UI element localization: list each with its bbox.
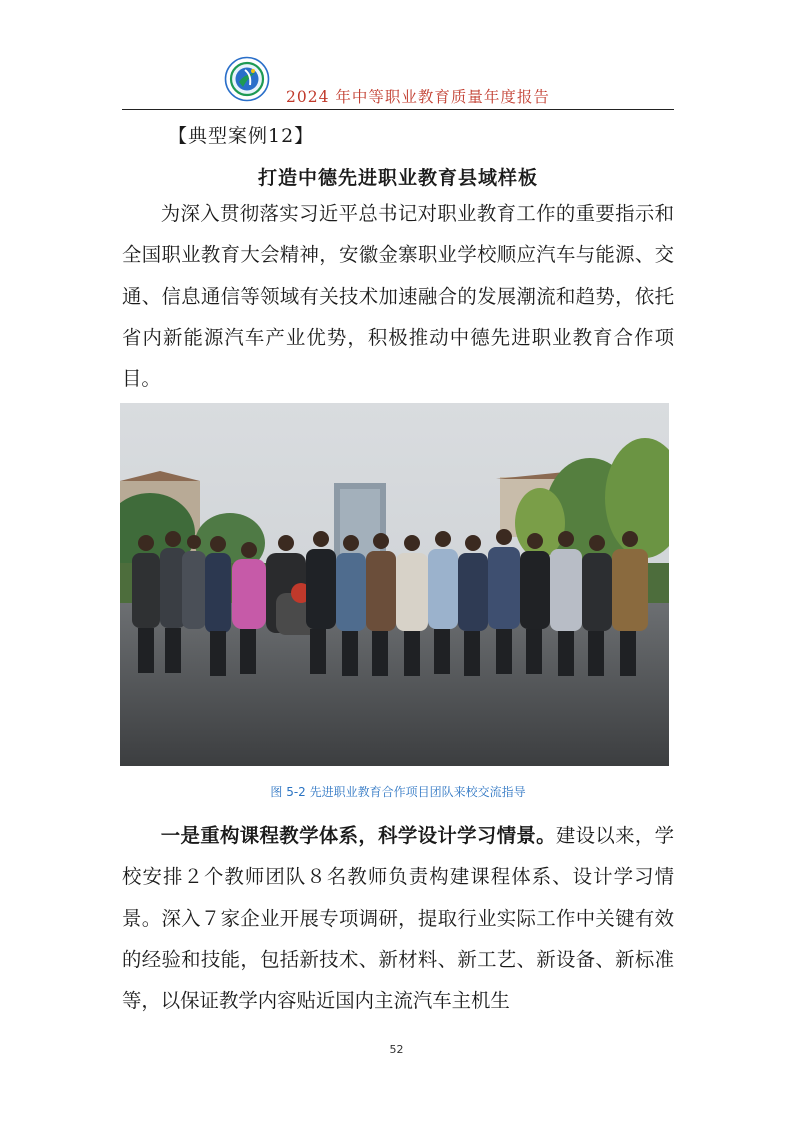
header-divider xyxy=(122,109,674,110)
page-number: 52 xyxy=(389,1043,404,1056)
figure-caption: 图 5-2 先进职业教育合作项目团队来校交流指导 xyxy=(270,785,526,799)
paragraph-body-text: 建设以来，学校安排２个教师团队８名教师负责构建课程体系、设计学习情景。深入７家企业开展专项调研，提取行业实际工作中关键有效的经验和技能，包括新技术、新材料、新工艺、新设备、新标准等，以保证教学内容贴近国内主流汽车主机生 xyxy=(122,824,675,1013)
group-photo-image xyxy=(120,403,669,766)
report-header-title: 2024 年中等职业教育质量年度报告 xyxy=(286,88,550,106)
intro-paragraph: 为深入贯彻落实习近平总书记对职业教育工作的重要指示和全国职业教育大会精神，安徽金寨职业学校顺应汽车与能源、交通、信息通信等领域有关技术加速融合的发展潮流和趋势，依托省内新能源汽车产业优势，积极推动中德先进职业教育合作项目。 xyxy=(122,202,674,391)
body-paragraph xyxy=(122,815,674,1021)
school-logo-icon xyxy=(224,56,270,102)
case-label: 【典型案例12】 xyxy=(168,125,315,147)
article-title: 打造中德先进职业教育县域样板 xyxy=(257,167,538,189)
paragraph-lead-heading: 一是重构课程教学体系，科学设计学习情景。 xyxy=(160,824,556,847)
